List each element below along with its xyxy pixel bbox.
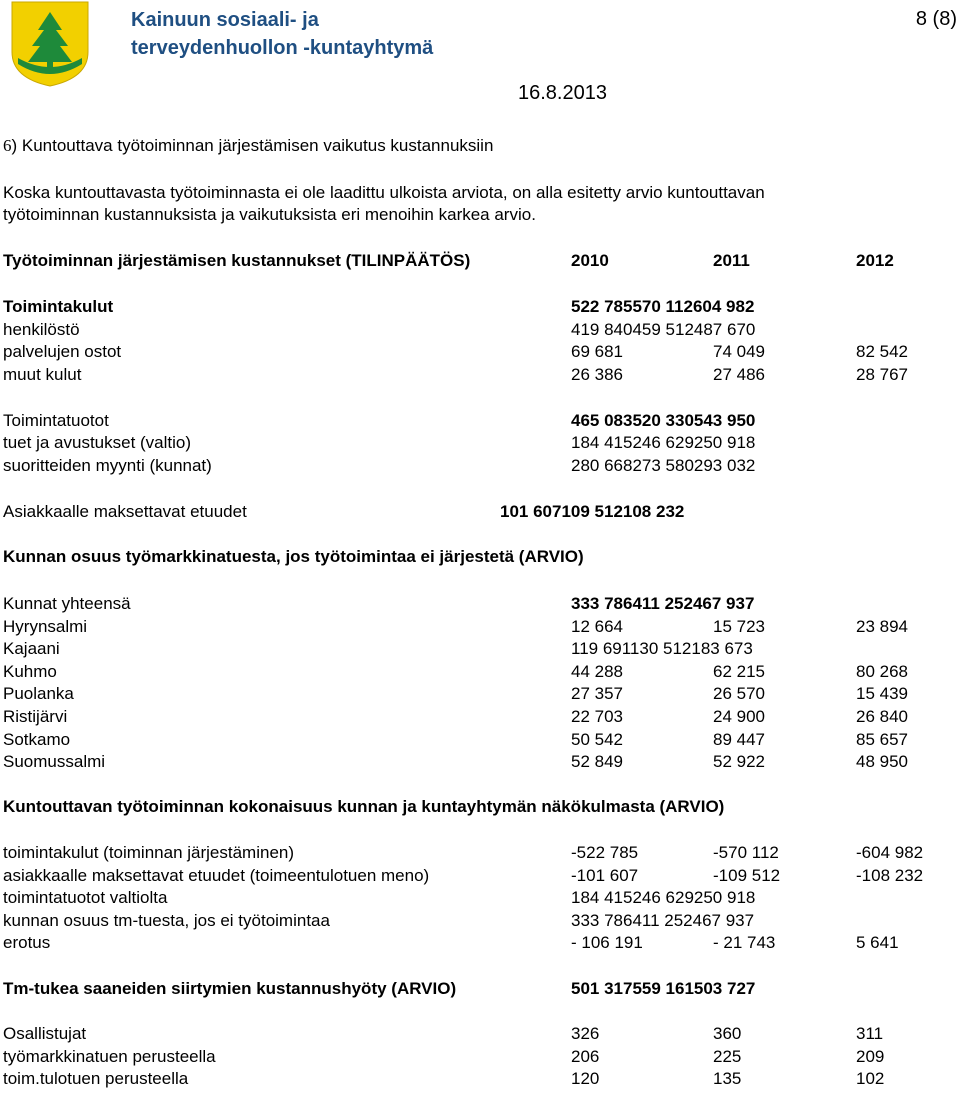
row-label: Toimintatuotot [3,411,109,430]
value-2011: 135 [713,1069,742,1088]
value-2010: 69 681 [571,342,623,361]
row-values: 419 840459 512487 670 [571,320,756,339]
organization-name-line2: terveydenhuollon -kuntayhtymä [131,37,434,59]
value-2012: 28 767 [856,365,908,384]
value-2010: 44 288 [571,662,623,681]
row-label: Kunnat yhteensä [3,594,131,613]
value-2010: 52 849 [571,752,623,771]
value-2010: 50 542 [571,730,623,749]
intro-line2: työtoiminnan kustannuksista ja vaikutuksista eri menoihin karkea arvio. [3,205,536,224]
value-2011: 52 922 [713,752,765,771]
value-2011: 24 900 [713,707,765,726]
value-2012: 15 439 [856,684,908,703]
value-2010: 27 357 [571,684,623,703]
row-label: palvelujen ostot [3,342,122,361]
row-label: kunnan osuus tm-tuesta, jos ei työtoimintaa [3,911,330,930]
value-2011: 74 049 [713,342,765,361]
year-2012-header: 2012 [856,251,894,270]
value-2011: 27 486 [713,365,765,384]
value-2012: 5 641 [856,933,899,952]
value-2012: 102 [856,1069,885,1088]
value-2011: -570 112 [713,843,779,862]
row-label: Tm-tukea saaneiden siirtymien kustannushyöty (ARVIO) [3,979,457,998]
row-label: henkilöstö [3,320,80,339]
organization-name-line1: Kainuun sosiaali- ja [131,9,319,31]
row-label: suoritteiden myynti (kunnat) [3,456,212,475]
value-2010: -522 785 [571,843,639,862]
section-title-text: Kuntouttavan työtoiminnan kokonaisuus kunnan ja kuntayhtymän näkökulmasta (ARVIO) [3,797,725,816]
value-2011: 89 447 [713,730,765,749]
row-values: 184 415246 629250 918 [571,433,756,452]
value-2012: 209 [856,1047,885,1066]
value-2011: - 21 743 [713,933,776,952]
row-label: toimintakulut (toiminnan järjestäminen) [3,843,295,862]
row-label: työmarkkinatuen perusteella [3,1047,216,1066]
row-label: Hyrynsalmi [3,617,88,636]
value-2011: 15 723 [713,617,765,636]
row-label: toimintatuotot valtiolta [3,888,168,907]
row-label: muut kulut [3,365,82,384]
value-2011: 225 [713,1047,742,1066]
value-2011: 62 215 [713,662,765,681]
row-values: 119 691130 512183 673 [571,639,753,658]
value-2010: 26 386 [571,365,623,384]
organization-name [131,6,433,62]
value-2012: 26 840 [856,707,908,726]
value-2012: 85 657 [856,730,908,749]
value-2012: 82 542 [856,342,908,361]
row-values: 333 786411 252467 937 [571,594,755,613]
row-label: Puolanka [3,684,74,703]
value-2011: 26 570 [713,684,765,703]
year-2010-header: 2010 [571,251,609,270]
value-2010: - 106 191 [571,933,643,952]
value-2012: 80 268 [856,662,908,681]
section-title-text: Kunnan osuus työmarkkinatuesta, jos työtoimintaa ei järjestetä (ARVIO) [3,547,584,566]
section-heading [3,136,493,156]
value-2011: 360 [713,1024,742,1043]
value-2010: 12 664 [571,617,623,636]
coat-of-arms-logo [10,0,90,88]
value-2012: 23 894 [856,617,908,636]
row-values: 280 668273 580293 032 [571,456,756,475]
row-label: asiakkaalle maksettavat etuudet (toimeentulotuen meno) [3,866,430,885]
row-values: 501 317559 161503 727 [571,979,756,998]
value-2010: 120 [571,1069,600,1088]
value-2010: 206 [571,1047,600,1066]
row-values: 333 786411 252467 937 [571,911,755,930]
row-label: tuet ja avustukset (valtio) [3,433,192,452]
row-label: Suomussalmi [3,752,106,771]
year-2011-header: 2011 [713,251,750,270]
section-heading-text: ) Kuntouttava työtoiminnan järjestämisen vaikutus kustannuksiin [11,136,494,155]
value-2012: 48 950 [856,752,908,771]
value-2011: -109 512 [713,866,781,885]
row-label: Toimintakulut [3,297,114,316]
row-values: 184 415246 629250 918 [571,888,756,907]
row-label: Asiakkaalle maksettavat etuudet [3,502,247,521]
row-label: Kuhmo [3,662,57,681]
document-date: 16.8.2013 [518,82,607,104]
table-header-label: Työtoiminnan järjestämisen kustannukset (TILINPÄÄTÖS) [3,251,471,270]
value-2012: -604 982 [856,843,924,862]
value-2012: 311 [856,1024,884,1043]
row-label: Ristijärvi [3,707,68,726]
page-number: 8 (8) [915,8,957,30]
value-2010: -101 607 [571,866,639,885]
section-number: 6 [3,136,12,155]
row-values: 522 785570 112604 982 [571,297,755,316]
row-label: toim.tulotuen perusteella [3,1069,189,1088]
row-label: Kajaani [3,639,60,658]
value-2012: -108 232 [856,866,924,885]
intro-line1: Koska kuntouttavasta työtoiminnasta ei ole laadittu ulkoista arviota, on alla esitetty arvio kuntouttavan [3,183,765,202]
row-label: Sotkamo [3,730,71,749]
row-label: Osallistujat [3,1024,87,1043]
value-2010: 326 [571,1024,600,1043]
row-values: 101 607109 512108 232 [500,502,685,521]
value-2010: 22 703 [571,707,623,726]
intro-paragraph [3,182,953,226]
row-values: 465 083520 330543 950 [571,411,756,430]
row-label: erotus [3,933,51,952]
